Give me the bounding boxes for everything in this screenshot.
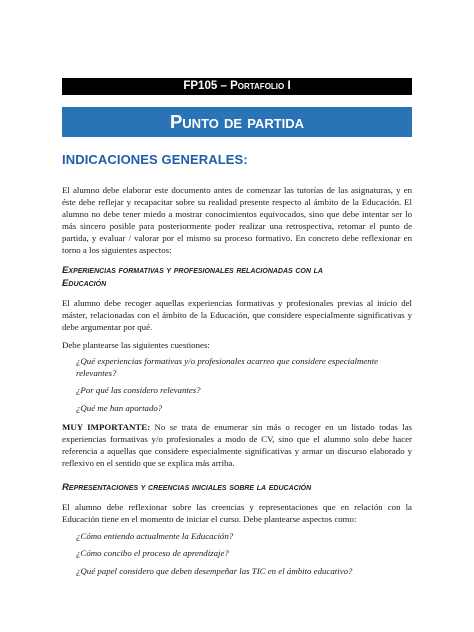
- experiences-paragraph: El alumno debe recoger aquellas experiencias formativas y profesionales previas al inicio del máster, relacionadas con el ámbito de la Educación, que considere especialmente significativas y debe argumentar por qué.: [62, 298, 412, 333]
- important-label: MUY IMPORTANTE:: [62, 422, 151, 432]
- experiences-heading: [62, 264, 323, 290]
- question-item: ¿Cómo concibo el proceso de aprendizaje?: [76, 548, 229, 558]
- representations-paragraph: El alumno debe reflexionar sobre las creencias y representaciones que en relación con la Educación tiene en el momento de iniciar el curso. Debe plantearse aspectos como:: [62, 502, 412, 525]
- question-item: ¿Cómo entiendo actualmente la Educación?: [76, 531, 234, 541]
- experiences-heading-line1: Experiencias formativas y profesionales relacionadas con la: [62, 265, 323, 276]
- course-code-banner: [62, 78, 412, 95]
- general-paragraph: El alumno debe elaborar este documento antes de comenzar las tutorías de las asignaturas, y en éste debe reflejar y recapacitar sobre su realidad presente respecto al ámbito de la Educación. El alumno no debe tener miedo a mostrar conocimientos equivocados, sino que debe intentar ser lo más sincero posible para posteriormente poder realizar una retrospectiva, retomar el punto de partida, y evaluar / valorar por el mismo su proceso formativo. En concreto debe reflexionar en torno a los siguientes aspectos:: [62, 185, 412, 256]
- question-item: ¿Qué me han aportado?: [76, 403, 163, 413]
- representations-heading: Representaciones y creencias iniciales sobre la educación: [62, 482, 312, 493]
- question-item: ¿Por qué las considero relevantes?: [76, 385, 201, 395]
- code-dash: –: [220, 80, 227, 92]
- important-note: [62, 421, 412, 469]
- page-title: Punto de partida: [62, 107, 412, 137]
- important-text: No se trata de enumerar sin más o recoger en un listado todas las experiencias formativas y/o profesionales a modo de CV, sino que el alumno solo debe hacer referencia a aquellas que considere especialmente significativas y armar un discurso elaborado y reflexivo en el sentido que se explica más arriba.: [62, 422, 412, 469]
- course-subject: Portafolio I: [230, 80, 291, 92]
- question-item: ¿Qué papel considero que deben desempeñar las TIC en el ámbito educativo?: [76, 566, 353, 576]
- question-item: ¿Qué experiencias formativas y/o profesionales acarreo que considere especialmente relevantes?: [76, 356, 379, 378]
- course-code: FP105: [183, 80, 218, 92]
- experiences-intro: Debe plantearse las siguientes cuestiones:: [62, 340, 210, 350]
- experiences-heading-line2: Educación: [62, 278, 107, 289]
- general-heading: INDICACIONES GENERALES:: [62, 152, 248, 167]
